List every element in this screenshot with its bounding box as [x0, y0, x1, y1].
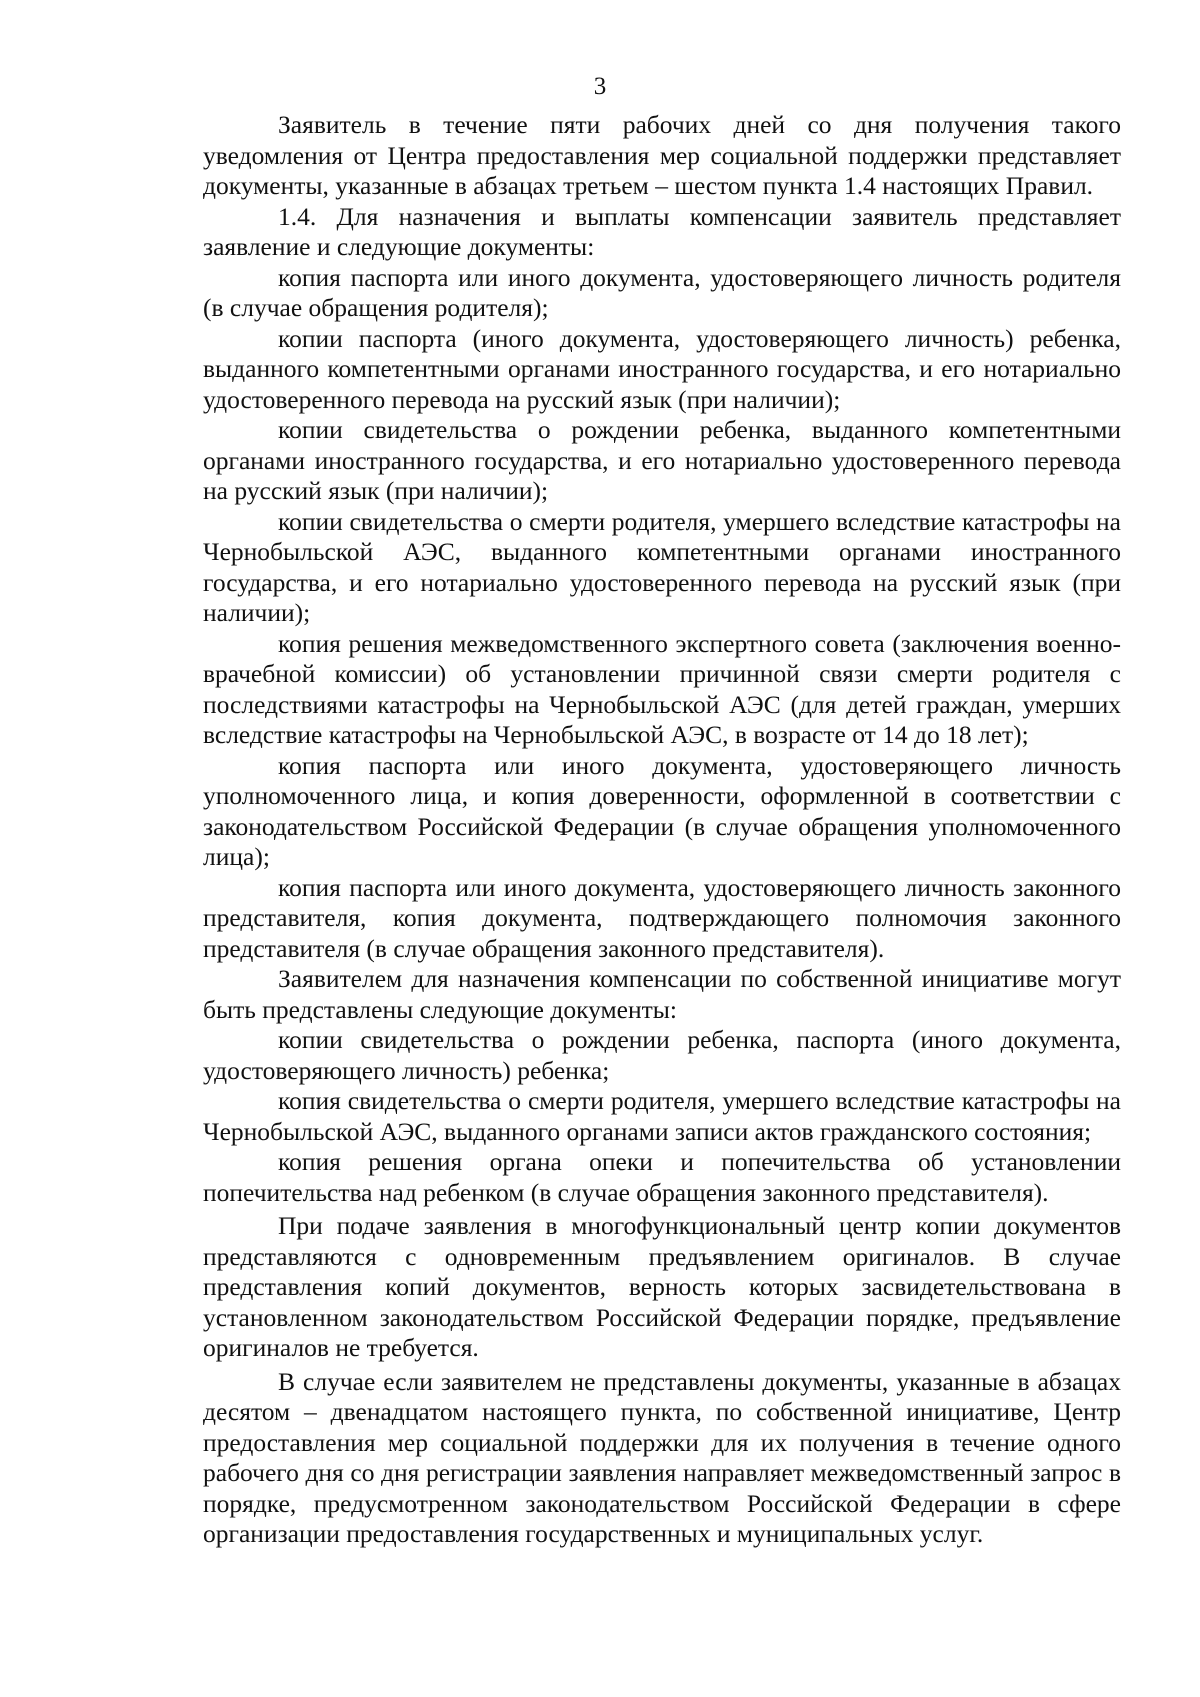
paragraph-authorized-person: копия паспорта или иного документа, удостоверяющего личность уполномоченного лица, и копия доверенности, оформленной в соответствии с законодательством Российской Федерации (в случае обращения уполномоченного лица); — [203, 750, 1121, 871]
paragraph-own-initiative: Заявителем для назначения компенсации по собственной инициативе могут быть представлены следующие документы: — [203, 964, 1121, 1024]
paragraph-interagency-request: В случае если заявителем не представлены документы, указанные в абзацах десятом – двенадцатом настоящего пункта, по собственной инициативе, Центр предоставления мер социальной поддержки для их получения в течение одного рабочего дня со дня регистрации заявления направляет межведомственный запрос в порядке, предусмотренном законодательством Российской Федерации в сфере организации предоставления государственных и муниципальных услуг. — [203, 1366, 1121, 1548]
paragraph-death-certificate-foreign: копии свидетельства о смерти родителя, умершего вследствие катастрофы на Чернобыльской АЭС, выданного компетентными органами иностранного государства, и его нотариально удостоверенного перевода на русский язык (при наличии); — [203, 506, 1121, 627]
paragraph-parent-passport: копия паспорта или иного документа, удостоверяющего личность родителя (в случае обращения родителя); — [203, 262, 1121, 322]
paragraph-death-certificate-registry: копия свидетельства о смерти родителя, умершего вследствие катастрофы на Чернобыльской АЭС, выданного органами записи актов гражданского состояния; — [203, 1086, 1121, 1146]
paragraph-child-passport: копии паспорта (иного документа, удостоверяющего личность) ребенка, выданного компетентными органами иностранного государства, и его нотариально удостоверенного перевода на русский язык (при наличии); — [203, 323, 1121, 414]
paragraph-birth-certificate: копии свидетельства о рождении ребенка, выданного компетентными органами иностранного государства, и его нотариально удостоверенного перевода на русский язык (при наличии); — [203, 415, 1121, 505]
paragraph-guardianship-decision: копия решения органа опеки и попечительства об установлении попечительства над ребенком (в случае обращения законного представителя). — [203, 1147, 1121, 1207]
paragraph-section-1-4: 1.4. Для назначения и выплаты компенсации заявитель представляет заявление и следующие документы: — [203, 201, 1121, 261]
paragraph-mfc-originals: При подаче заявления в многофункциональный центр копии документов представляются с одновременным предъявлением оригиналов. В случае представления копий документов, верность которых засвидетельствована в установленном законодательством Российской Федерации порядке, предъявление оригиналов не требуется. — [203, 1211, 1121, 1362]
page-number: 3 — [593, 73, 607, 100]
paragraph-expert-council-decision: копия решения межведомственного экспертного совета (заключения военно-врачебной комиссии) об установлении причинной связи смерти родителя с последствиями катастрофы на Чернобыльской АЭС (для детей граждан, умерших вследствие катастрофы на Чернобыльской АЭС, в возрасте от 14 до 18 лет); — [203, 628, 1121, 749]
paragraph-legal-representative: копия паспорта или иного документа, удостоверяющего личность законного представителя, копия документа, подтверждающего полномочия законного представителя (в случае обращения законного представителя). — [203, 872, 1121, 963]
document-body — [203, 110, 1121, 1550]
paragraph-applicant-deadline: Заявитель в течение пяти рабочих дней со дня получения такого уведомления от Центра предоставления мер социальной поддержки представляет документы, указанные в абзацах третьем – шестом пункта 1.4 настоящих Правил. — [203, 110, 1121, 200]
paragraph-birth-and-passport: копии свидетельства о рождении ребенка, паспорта (иного документа, удостоверяющего личность) ребенка; — [203, 1025, 1121, 1085]
